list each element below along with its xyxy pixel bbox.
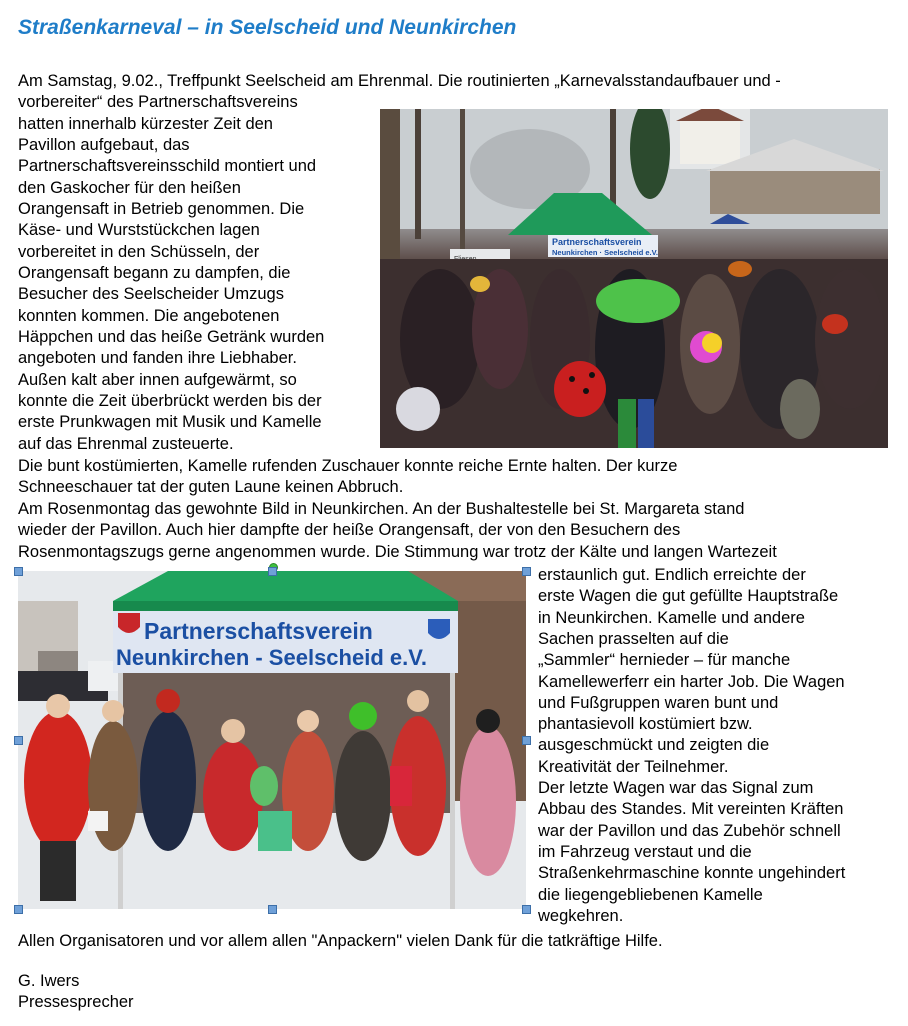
crest-right-icon: [428, 619, 450, 639]
article-line: konnte die Zeit überbrückt werden bis der: [18, 392, 322, 410]
article-line-right: erstaunlich gut. Endlich erreichte der: [538, 566, 806, 584]
article-line: angeboten und fanden ihre Liebhaber.: [18, 349, 297, 367]
article-line-right: phantasievoll kostümiert bzw.: [538, 715, 753, 734]
article-line-right: im Fahrzeug verstaut und die: [538, 842, 752, 861]
article-line: vorbereiter“ des Partnerschaftsvereins: [18, 93, 298, 111]
article-line-right: die liegengebliebenen Kamelle: [538, 885, 763, 904]
article-line-right: Der letzte Wagen war das Signal zum: [538, 779, 814, 797]
resize-handle-top-right[interactable]: [522, 567, 531, 576]
article-line-right: „Sammler“ hernieder – für manche: [538, 651, 791, 670]
article-line: erste Prunkwagen mit Musik und Kamelle: [18, 413, 322, 431]
resize-handle-right[interactable]: [522, 736, 531, 745]
resize-handle-bottom-left[interactable]: [14, 905, 23, 914]
article-line: Am Samstag, 9.02., Treffpunkt Seelscheid am Ehrenmal. Die routinierten „Karnevalsstandaufbauer und -: [18, 72, 781, 90]
article-line-right: ausgeschmückt und zeigten die: [538, 736, 770, 755]
photo-seelscheid-stand: [380, 109, 888, 448]
article-line-right: in Neunkirchen. Kamelle und andere: [538, 608, 805, 627]
banner-text-1: Partnerschaftsverein: [144, 618, 373, 644]
article-line: Schneeschauer tat der guten Laune keinen Abbruch.: [18, 478, 404, 496]
author-name: G. Iwers: [18, 972, 80, 990]
article-line-right: Sachen prasselten auf die: [538, 629, 729, 648]
article-line: Besucher des Seelscheider Umzugs: [18, 285, 284, 303]
tent-sign-text-1: Partnerschaftsverein: [552, 237, 642, 247]
article-line: Die bunt kostümierten, Kamelle rufenden Zuschauer konnte reiche Ernte halten. Der kurze: [18, 457, 678, 475]
article-line-right: wegkehren.: [538, 906, 624, 925]
author-role: Pressesprecher: [18, 993, 134, 1011]
article-line: konnten kommen. Die angebotenen: [18, 307, 280, 325]
article-line-right: Kreativität der Teilnehmer.: [538, 757, 729, 776]
article-line-right: und Fußgruppen waren bunt und: [538, 693, 779, 712]
article-line-right: erste Wagen die gut gefüllte Hauptstraße: [538, 587, 839, 606]
tent-sign-text-2: Neunkirchen · Seelscheid e.V.: [552, 248, 659, 257]
article-line: Außen kalt aber innen aufgewärmt, so: [18, 371, 297, 389]
article-line: den Gaskocher für den heißen: [18, 179, 241, 197]
crest-left-icon: [118, 613, 140, 633]
article-line: wieder der Pavillon. Auch hier dampfte der heiße Orangensaft, der von den Besuchern des: [18, 521, 681, 539]
article-line: Orangensaft in Betrieb genommen. Die: [18, 200, 305, 218]
resize-handle-bottom[interactable]: [268, 905, 277, 914]
resize-handle-top-left[interactable]: [14, 567, 23, 576]
article-line-right: war der Pavillon und das Zubehör schnell: [538, 821, 841, 840]
article-line: vorbereitet in den Schüsseln, der: [18, 243, 260, 261]
article-line: Am Rosenmontag das gewohnte Bild in Neunkirchen. An der Bushaltestelle bei St. Margareta stand: [18, 500, 745, 518]
article-line: Orangensaft begann zu dampfen, die: [18, 264, 291, 282]
resize-handle-top[interactable]: [268, 567, 277, 576]
article-title: Straßenkarneval – in Seelscheid und Neunkirchen: [18, 16, 517, 39]
article-line: auf das Ehrenmal zusteuerte.: [18, 435, 234, 453]
article-line: Rosenmontagszugs gerne angenommen wurde. Die Stimmung war trotz der Kälte und langen Wartezeit: [18, 543, 777, 561]
article-line: Partnerschaftsvereinsschild montiert und: [18, 157, 317, 175]
article-line-right: Kamellewerferr ein harter Job. Die Wagen: [538, 672, 845, 691]
article-line-right: Straßenkehrmaschine konnte ungehindert: [538, 864, 846, 883]
article-line: Häppchen und das heiße Getränk wurden: [18, 328, 325, 346]
article-closing: Allen Organisatoren und vor allem allen "Anpackern" vielen Dank für die tatkräftige Hilfe.: [18, 932, 663, 950]
banner-text-2: Neunkirchen - Seelscheid e.V.: [116, 645, 427, 670]
resize-handle-left[interactable]: [14, 736, 23, 745]
photo-neunkirchen-stand: [18, 571, 526, 909]
article-line-right: Abbau des Standes. Mit vereinten Kräften: [538, 800, 844, 819]
resize-handle-bottom-right[interactable]: [522, 905, 531, 914]
article-line: Pavillon aufgebaut, das: [18, 136, 190, 154]
article-line: hatten innerhalb kürzester Zeit den: [18, 115, 273, 133]
article-line: Käse- und Wurststückchen lagen: [18, 221, 260, 239]
